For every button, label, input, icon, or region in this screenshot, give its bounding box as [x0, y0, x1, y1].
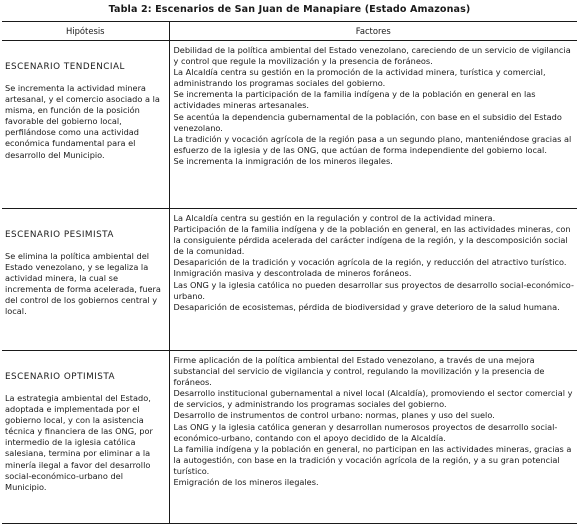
table-row-optimista — [2, 351, 577, 524]
scenario-description: La estrategia ambiental del Estado, adoptada e implementada por el gobierno local, y con la asistencia técnica y financiera de las ONG, por intermedio de la iglesia católica salesiana, termina por eliminar a la minería ilegal a favor del desarrollo social-económico-urbano del Municipio. — [5, 393, 153, 492]
factor-item: Desaparición de la tradición y vocación agrícola de la región, y reducción del atractivo turístico. — [173, 257, 567, 268]
factor-item: Las ONG y la iglesia católica generan y desarrollan numerosos proyectos de desarrollo social-económico-urbano, contando con el apoyo decidido de la Alcaldía. — [173, 421, 558, 443]
factor-item: Las ONG y la iglesia católica no pueden desarrollar sus proyectos de desarrollo social-económico-urbano. — [173, 279, 574, 301]
factor-item: Desarrollo de instrumentos de control urbano: normas, planes y uso del suelo. — [173, 410, 495, 421]
scenarios-table — [2, 21, 577, 524]
table-caption: Tabla 2: Escenarios de San Juan de Manapiare (Estado Amazonas) — [108, 4, 471, 15]
factor-item: Debilidad de la política ambiental del Estado venezolano, careciendo de un servicio de vigilancia y control que regule la movilización y la presencia de foráneos. — [173, 45, 571, 67]
hypothesis-cell — [2, 41, 169, 209]
factor-item: La Alcaldía centra su gestión en la promoción de la actividad minera, turística y comercial, administrando los programas sociales del gobierno. — [173, 67, 546, 89]
factor-item: Se incrementa la participación de la familia indígena y de la población en general en las actividades mineras artesanales. — [173, 89, 536, 111]
factors-cell — [169, 41, 577, 209]
factor-item: Desarrollo institucional gubernamental a nivel local (Alcaldía), promoviendo el sector comercial y de servicios, y administrando los programas sociales del gobierno. — [173, 388, 573, 410]
factors-cell — [169, 209, 577, 351]
factor-item: Emigración de los mineros ilegales. — [173, 477, 319, 488]
scenario-description: Se incrementa la actividad minera artesanal, y el comercio asociado a la misma, en función de la posición favorable del gobierno local, perfilándose como una actividad económica fundamental para el desarrollo del Municipio. — [5, 83, 160, 160]
factor-item: Se acentúa la dependencia gubernamental de la población, con base en el subsidio del Estado venezolano. — [173, 111, 562, 133]
factor-item: Participación de la familia indígena y de la población en general, en las actividades mineras, con la consiguiente pérdida acelerada del carácter indígena de la región, y la descomposición social de la comunidad. — [173, 224, 571, 257]
factor-item: La familia indígena y la población en general, no participan en las actividades mineras, gracias a la autogestión, con base en la tradición y vocación agrícola de la región, y a su gran potencial turístico. — [173, 443, 572, 476]
table-row-pesimista — [2, 209, 577, 351]
hypothesis-cell — [2, 209, 169, 351]
table-row-tendencial — [2, 41, 577, 209]
factor-item: La tradición y vocación agrícola de la región pasa a un segundo plano, manteniéndose gracias al esfuerzo de la iglesia y de las ONG, que actúan de forma independiente del gobierno local. — [173, 133, 572, 155]
scenario-title: ESCENARIO TENDENCIAL — [5, 62, 125, 72]
factor-item: Se incrementa la inmigración de los mineros ilegales. — [173, 155, 393, 166]
hypothesis-cell — [2, 351, 169, 524]
factor-item: Firme aplicación de la política ambiental del Estado venezolano, a través de una mejora substancial del servicio de vigilancia y control, regulando la movilización y la presencia de foráneos. — [173, 355, 545, 388]
scenario-title: ESCENARIO PESIMISTA — [5, 230, 114, 240]
factor-item: Desaparición de ecosistemas, pérdida de biodiversidad y grave deterioro de la salud humana. — [173, 301, 560, 312]
scenario-title: ESCENARIO OPTIMISTA — [5, 372, 116, 382]
factor-item: La Alcaldía centra su gestión en la regulación y control de la actividad minera. — [173, 213, 496, 223]
header-factors: Factores — [169, 22, 577, 41]
factors-cell — [169, 351, 577, 524]
factor-item: Inmigración masiva y descontrolada de mineros foráneos. — [173, 268, 412, 279]
scenario-description: Se elimina la política ambiental del Estado venezolano, y se legaliza la actividad minera, la cual se incrementa de forma acelerada, fuera del control de los gobiernos central y local. — [5, 251, 161, 317]
header-hypothesis: Hipótesis — [2, 22, 169, 41]
table-header-row — [2, 22, 577, 41]
